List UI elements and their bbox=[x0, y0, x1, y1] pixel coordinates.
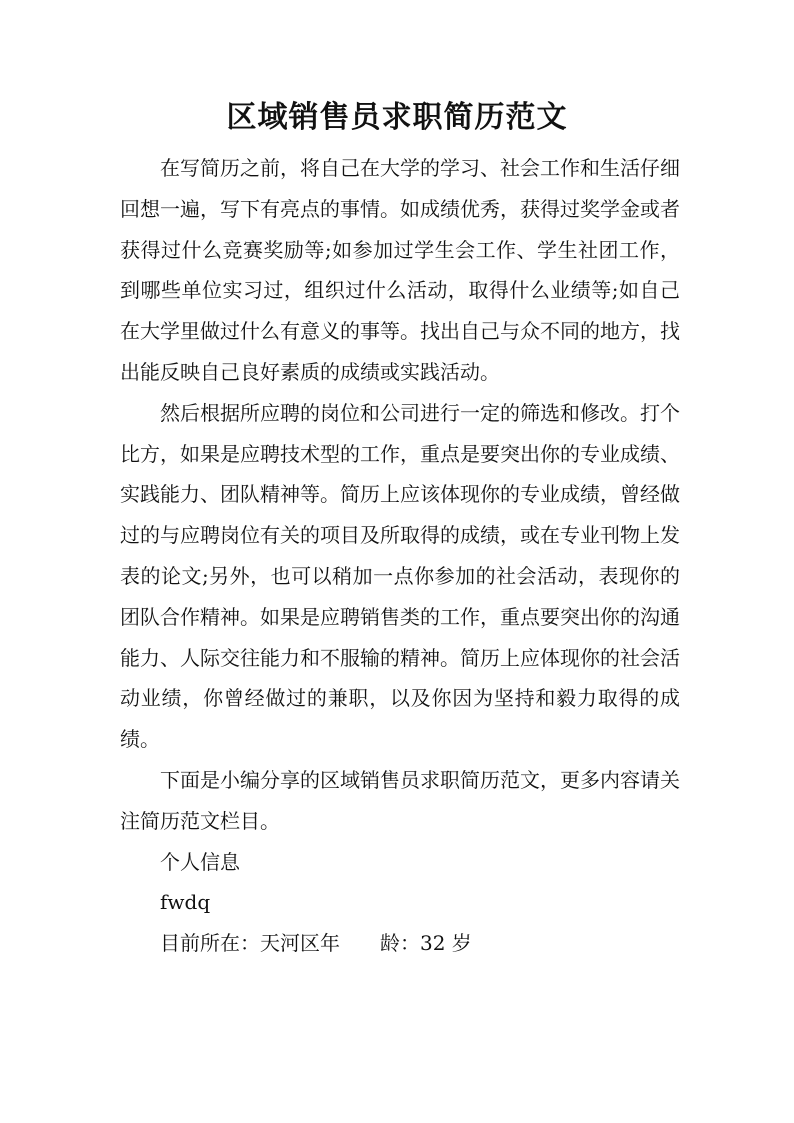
paragraph-intro: 在写简历之前，将自己在大学的学习、社会工作和生活仔细回想一遍，写下有亮点的事情。如成绩优秀，获得过奖学金或者获得过什么竞赛奖励等;如参加过学生会工作、学生社团工作，到哪些单位实习过，组织过什么活动，取得什么业绩等;如自己在大学里做过什么有意义的事等。找出自己与众不同的地方，找出能反映自己良好素质的成绩或实践活动。 bbox=[120, 156, 680, 384]
age-value: 32 岁 bbox=[420, 931, 472, 956]
paragraph-tailoring: 然后根据所应聘的岗位和公司进行一定的筛选和修改。打个比方，如果是应聘技术型的工作，重点是要突出你的专业成绩、实践能力、团队精神等。简历上应该体现你的专业成绩，曾经做过的与应聘岗位有关的项目及所取得的成绩，或在专业刊物上发表的论文;另外，也可以稍加一点你参加的社会活动，表现你的团队合作精神。如果是应聘销售类的工作，重点要突出你的沟通能力、人际交往能力和不服输的精神。简历上应体现你的社会活动业绩，你曾经做过的兼职，以及你因为坚持和毅力取得的成绩。 bbox=[120, 400, 680, 752]
section-heading-personal-info: 个人信息 bbox=[160, 849, 240, 874]
document-body bbox=[120, 148, 680, 964]
age-label: 年 龄： bbox=[320, 931, 420, 956]
document-title: 区域销售员求职简历范文 bbox=[226, 100, 568, 135]
location-value: 天河区 bbox=[260, 931, 320, 956]
name-line: fwdq bbox=[160, 890, 211, 915]
location-label: 目前所在： bbox=[160, 931, 260, 956]
location-age-line bbox=[120, 923, 680, 964]
paragraph-sharing: 下面是小编分享的区域销售员求职简历范文，更多内容请关注简历范文栏目。 bbox=[120, 767, 680, 833]
